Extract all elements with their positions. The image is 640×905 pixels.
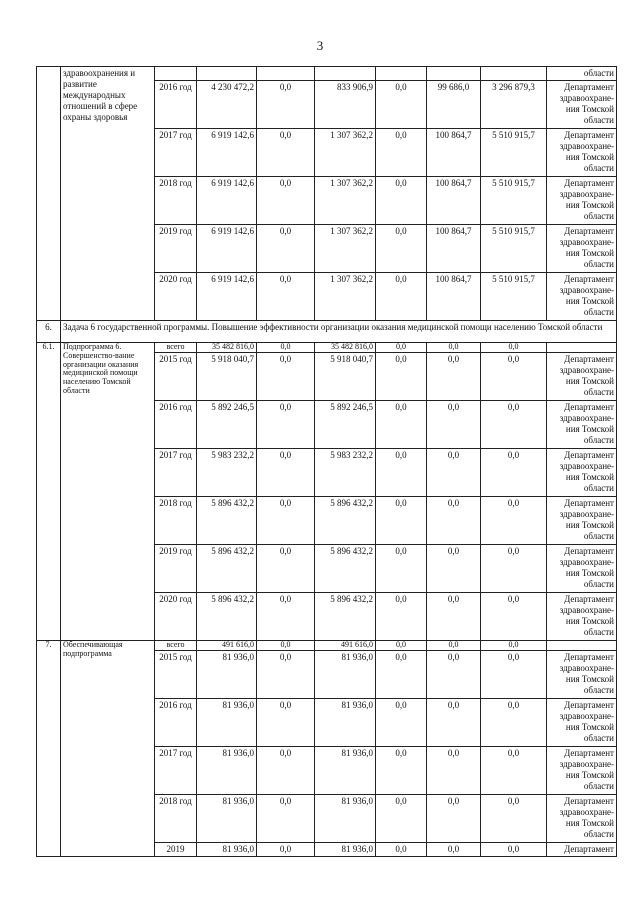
table-row: 2015 год 81 936,0 0,0 81 936,0 0,0 0,0 0,0 Департамент здравоохране-ния Томской области [37, 651, 617, 699]
section-index: 7. [37, 641, 61, 857]
section-name: здравоохранения и развитие международных отношений в сфере охраны здоровья [61, 67, 155, 321]
table-row: 2018 год 81 936,0 0,0 81 936,0 0,0 0,0 0,0 Департамент здравоохране-ния Томской области [37, 795, 617, 843]
table-row: 2020 год 5 896 432,2 0,0 5 896 432,2 0,0 0,0 0,0 Департамент здравоохране-ния Томской области [37, 593, 617, 641]
total-row: 6.1. Подпрограмма 6. Совершенство-вание организации оказания медицинской помощи населению Томской области всего 35 482 816,0 0,0 35 482 816,0 0,0 0,0 0,0 [37, 343, 617, 353]
total-row: 7. Обеспечивающая подпрограмма всего 491 616,0 0,0 491 616,0 0,0 0,0 0,0 [37, 641, 617, 651]
table-row: 2017 год 6 919 142,6 0,0 1 307 362,2 0,0 100 864,7 5 510 915,7 Департамент здравоохране-ния Томской области [37, 129, 617, 177]
table-row: 2016 год 5 892 246,5 0,0 5 892 246,5 0,0 0,0 0,0 Департамент здравоохране-ния Томской области [37, 401, 617, 449]
page-number: 3 [316, 38, 324, 53]
budget-table [36, 66, 617, 857]
table-row: 2019 81 936,0 0,0 81 936,0 0,0 0,0 0,0 Департамент [37, 843, 617, 857]
task-description: Задача 6 государственной программы. Повышение эффективности организации оказания медицинской помощи населению Томской области [61, 321, 617, 343]
task-index: 6. [37, 321, 61, 343]
section-index: 6.1. [37, 343, 61, 641]
section-name: Подпрограмма 6. Совершенство-вание организации оказания медицинской помощи населению Томской области [61, 343, 155, 641]
table-row: 2015 год 5 918 040,7 0,0 5 918 040,7 0,0 0,0 0,0 Департамент здравоохране-ния Томской области [37, 353, 617, 401]
table-row: 2018 год 6 919 142,6 0,0 1 307 362,2 0,0 100 864,7 5 510 915,7 Департамент здравоохране-ния Томской области [37, 177, 617, 225]
table-row: 2020 год 6 919 142,6 0,0 1 307 362,2 0,0 100 864,7 5 510 915,7 Департамент здравоохране-ния Томской области [37, 273, 617, 321]
table-row: 2019 год 5 896 432,2 0,0 5 896 432,2 0,0 0,0 0,0 Департамент здравоохране-ния Томской области [37, 545, 617, 593]
table-row: 2018 год 5 896 432,2 0,0 5 896 432,2 0,0 0,0 0,0 Департамент здравоохране-ния Томской области [37, 497, 617, 545]
table-row: 2017 год 81 936,0 0,0 81 936,0 0,0 0,0 0,0 Департамент здравоохране-ния Томской области [37, 747, 617, 795]
task-row [37, 321, 617, 343]
table-row: 2017 год 5 983 232,2 0,0 5 983 232,2 0,0 0,0 0,0 Департамент здравоохране-ния Томской области [37, 449, 617, 497]
table-row [37, 67, 617, 81]
responsible-cell: области [547, 67, 617, 81]
table-row: 2016 год 4 230 472,2 0,0 833 906,9 0,0 99 686,0 3 296 879,3 Департамент здравоохране-ния Томской области [37, 81, 617, 129]
section-name: Обеспечивающая подпрограмма [61, 641, 155, 857]
table-row: 2019 год 6 919 142,6 0,0 1 307 362,2 0,0 100 864,7 5 510 915,7 Департамент здравоохране-ния Томской области [37, 225, 617, 273]
table-row: 2016 год 81 936,0 0,0 81 936,0 0,0 0,0 0,0 Департамент здравоохране-ния Томской области [37, 699, 617, 747]
